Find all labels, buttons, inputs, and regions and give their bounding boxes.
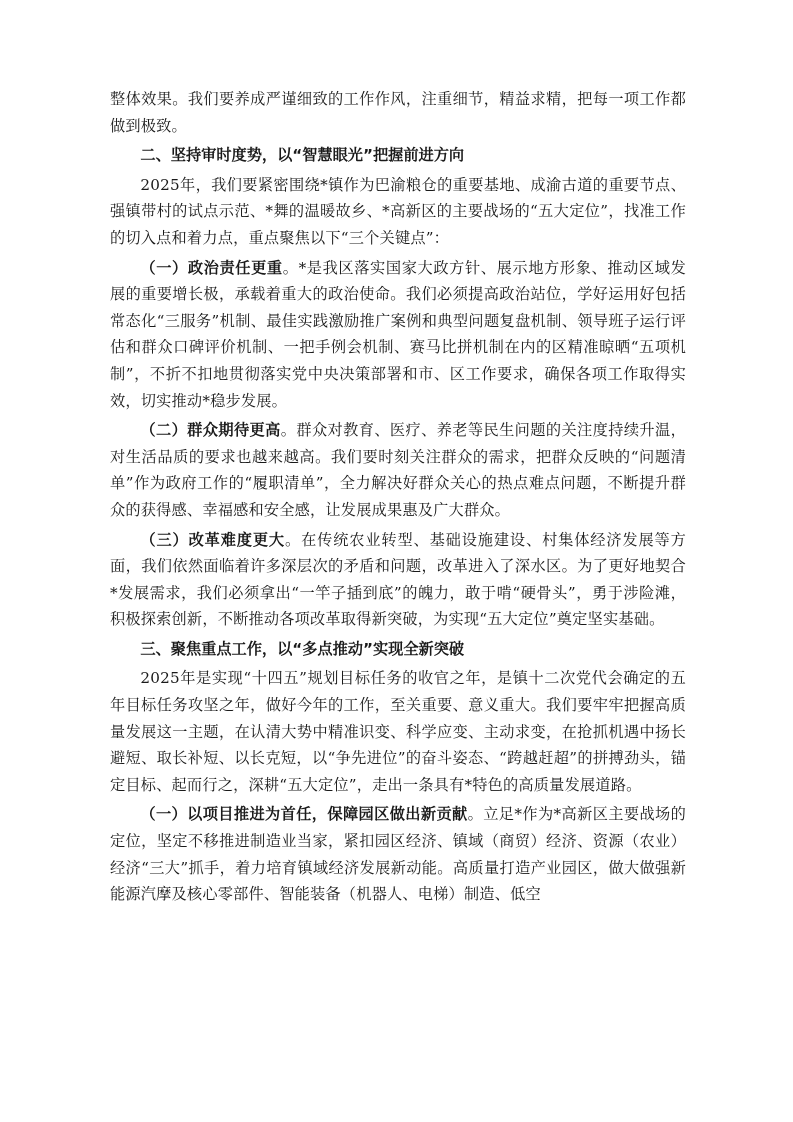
text-reform-difficulty: 。在传统农业转型、基础设施建设、村集体经济发展等方面，我们依然面临着许多深层次的矛盾和问题，改革进入了深水区。为了更好地契合*发展需求，我们必须拿出“一竿子插到底”的魄力，敢于啃“硬骨头”，勇于涉险滩，积极探索创新，不断推动各项改革取得新突破，为实现“五大定位”奠定坚实基础。 <box>110 530 686 629</box>
section-heading-two: 二、坚持审时度势，以“智慧眼光”把握前进方向 <box>140 146 465 165</box>
paragraph-2025-goals: 2025年是实现“十四五”规划目标任务的收官之年，是镇十二次党代会确定的五年目标任务攻坚之年，做好今年的工作，至关重要、意义重大。我们要牢牢把握高质量发展这一主题，在认清大势中精准识变、科学应变、主动求变，在抢抓机遇中扬长避短、取长补短、以长克短，以“争先进位”的奋斗姿态、“跨越赶超”的拼搏劲头，锚定目标、起而行之，深耕“五大定位”，走出一条具有*特色的高质量发展道路。 <box>110 669 686 794</box>
paragraph-five-positions: 2025年，我们要紧密围绕*镇作为巴渝粮仓的重要基地、成渝古道的重要节点、强镇带村的试点示范、*舞的温暖故乡、*高新区的主要战场的“五大定位”，找准工作的切入点和着力点，重点聚焦以下“三个关键点”： <box>110 175 686 247</box>
text-political-responsibility: 。*是我区落实国家大政方针、展示地方形象、推动区域发展的重要增长极，承载着重大的政治使命。我们必须提高政治站位，学好运用好包括常态化“三服务”机制、最佳实践激励推广案例和典型问题复盘机制、领导班子运行评估和群众口碑评价机制、一把手例会机制、赛马比拼机制在内的区精准晾晒“五项机制”，不折不扣地贯彻落实党中央决策部署和市、区工作要求，确保各项工作取得实效，切实推动*稳步发展。 <box>110 258 686 410</box>
paragraph-continued: 整体效果。我们要养成严谨细致的工作作风，注重细节，精益求精，把每一项工作都做到极致。 <box>110 90 686 135</box>
paragraph-project-promotion <box>110 801 686 907</box>
document-body <box>110 86 686 908</box>
section-heading-three: 三、聚焦重点工作，以“多点推动”实现全新突破 <box>140 639 465 658</box>
subheading-political-responsibility: （一）政治责任更重 <box>140 258 283 277</box>
text-public-expectation: 。群众对教育、医疗、养老等民生问题的关注度持续升温，对生活品质的要求也越来越高。我们要时刻关注群众的需求，把群众反映的“问题清单”作为政府工作的“履职清单”，全力解决好群众关心的热点难点问题，不断提升群众的获得感、幸福感和安全感，让发展成果惠及广大群众。 <box>110 421 686 519</box>
paragraph-political-responsibility <box>110 255 686 415</box>
paragraph-reform-difficulty <box>110 527 686 633</box>
subheading-reform-difficulty: （三）改革难度更大 <box>140 530 285 549</box>
subheading-project-promotion: （一）以项目推进为首任，保障园区做出新贡献 <box>140 805 468 824</box>
text-project-promotion: 。立足*作为*高新区主要战场的定位，坚定不移推进制造业当家，紧扣园区经济、镇域（商贸）经济、资源（农业）经济“三大”抓手，着力培育镇域经济发展新动能。高质量打造产业园区，做大做强新能源汽摩及核心零部件、智能装备（机器人、电梯）制造、低空 <box>110 805 687 904</box>
subheading-public-expectation: （二）群众期待更高 <box>140 421 281 440</box>
paragraph-public-expectation <box>110 417 686 523</box>
